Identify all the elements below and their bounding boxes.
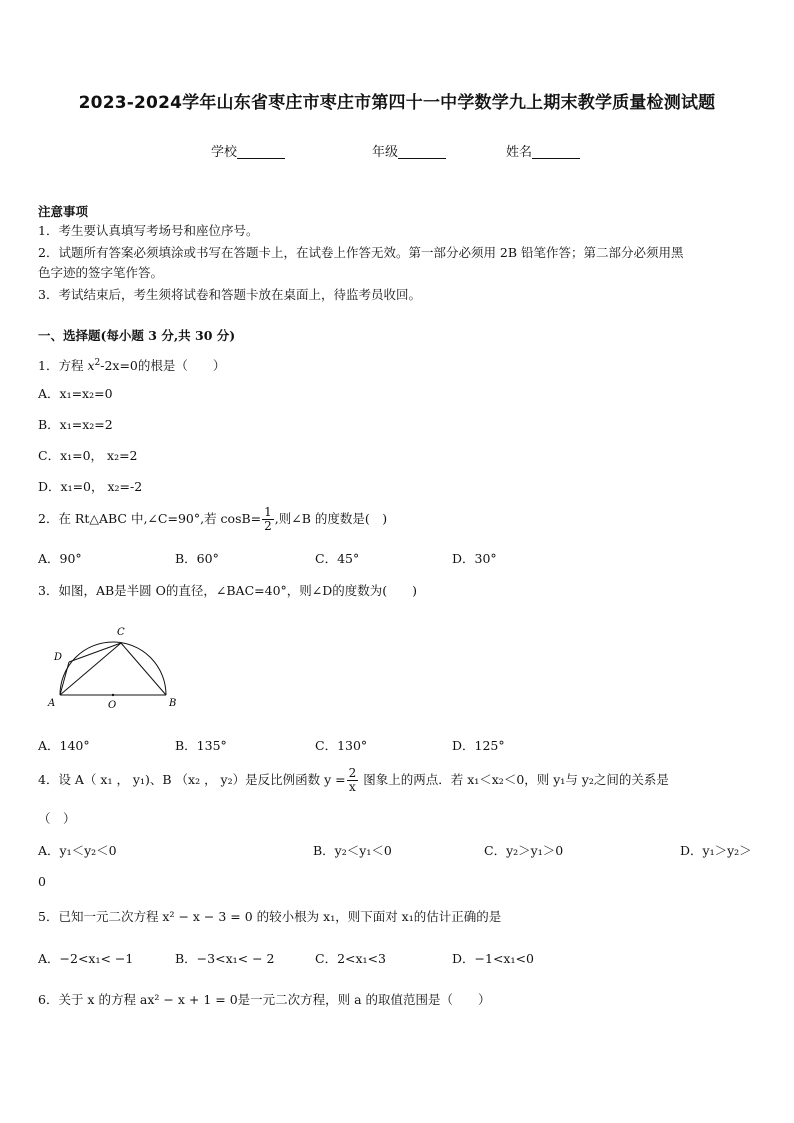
q2-fraction: $\frac{1}{2}$ [264,505,272,533]
label-c: C [117,627,125,638]
note-1: 1．考生要认真填写考场号和座位序号。 [38,223,259,238]
q1-option-c[interactable]: C．x₁=0， x₂=2 [38,448,138,463]
q2-option-c[interactable]: C．45° [315,551,360,566]
notes-heading: 注意事项 [38,204,89,219]
q4-stem: 4．设 A（ x₁ ， y₁)、B （x₂ ， y₂）是反比例函数 y = $\frac{2}{x}$ 图象上的两点．若 x₁＜x₂＜0，则 y₁与 y₂之间的关系是 [38,766,669,794]
q3-option-d[interactable]: D．125° [452,738,505,753]
school-field[interactable] [211,141,285,160]
note-2: 2．试题所有答案必须填涂或书写在答题卡上，在试卷上作答无效。第一部分必须用 2B 铅笔作答；第二部分必须用黑 [38,245,684,260]
chord-ad [60,662,69,695]
name-blank[interactable] [532,144,580,159]
q4-option-d[interactable]: D．y₁＞y₂＞ [680,843,752,858]
q5-option-d[interactable]: D．−1<x₁<0 [452,951,534,966]
grade-blank[interactable] [398,144,446,159]
q1-option-b[interactable]: B．x₁=x₂=2 [38,417,113,432]
q4-option-c[interactable]: C．y₂＞y₁＞0 [484,843,564,858]
q6-stem: 6．关于 x 的方程 ax² − x + 1 = 0是一元二次方程，则 a 的取值范围是（ ） [38,992,491,1007]
q2-option-d[interactable]: D．30° [452,551,497,566]
q3-option-c[interactable]: C．130° [315,738,368,753]
label-o: O [108,700,117,711]
q5-option-c[interactable]: C．2<x₁<3 [315,951,386,966]
grade-field[interactable] [372,141,446,160]
q5-option-a[interactable]: A．−2<x₁< −1 [38,951,134,966]
q4-option-a[interactable]: A．y₁＜y₂＜0 [38,843,117,858]
q4-option-b[interactable]: B．y₂＜y₁＜0 [313,843,392,858]
q4-stem-line2: （ ） [38,811,76,826]
q2-option-b[interactable]: B．60° [175,551,219,566]
q1-option-a[interactable]: A．x₁=x₂=0 [38,386,113,401]
school-blank[interactable] [237,144,285,159]
grade-label: 年级 [372,145,399,160]
name-label: 姓名 [506,145,533,160]
center-point [112,694,114,696]
name-field[interactable] [506,141,580,160]
school-label: 学校 [211,145,238,160]
label-a: A [48,698,56,709]
chord-dc [69,643,121,662]
q1-option-d[interactable]: D．x₁=0， x₂=-2 [38,479,143,494]
q4-option-d-wrap: 0 [38,874,46,889]
chord-ac [60,643,121,695]
q2-option-a[interactable]: A．90° [38,551,82,566]
q5-option-b[interactable]: B．−3<x₁< − 2 [175,951,275,966]
section-heading: 一、选择题(每小题 3 分,共 30 分) [38,328,236,343]
q1-stem: 1．方程 $x^2-2x=0$的根是（ ） [38,358,226,373]
note-3: 3．考试结束后，考生须将试卷和答题卡放在桌面上，待监考员收回。 [38,287,421,302]
q3-option-a[interactable]: A．140° [38,738,90,753]
q3-option-b[interactable]: B．135° [175,738,227,753]
label-b: B [169,698,177,709]
q5-stem: 5．已知一元二次方程 x² − x − 3 = 0 的较小根为 x₁，则下面对 x₁的估计正确的是 [38,909,502,924]
q3-stem: 3．如图，AB是半圆 O的直径，∠BAC=40°，则∠D的度数为( ) [38,583,418,598]
note-2-cont: 色字迹的签字笔作答。 [38,265,164,280]
q2-stem: 2．在 Rt△ABC 中,∠C=90°,若 cosB= $\frac{1}{2}$ ,则∠B 的度数是( ) [38,505,388,533]
q4-fraction: $\frac{2}{x}$ [348,766,357,794]
q3-semicircle-figure [40,620,190,712]
label-d: D [54,652,63,663]
exam-title: 2023-2024学年山东省枣庄市枣庄市第四十一中学数学九上期末教学质量检测试题 [78,93,716,113]
